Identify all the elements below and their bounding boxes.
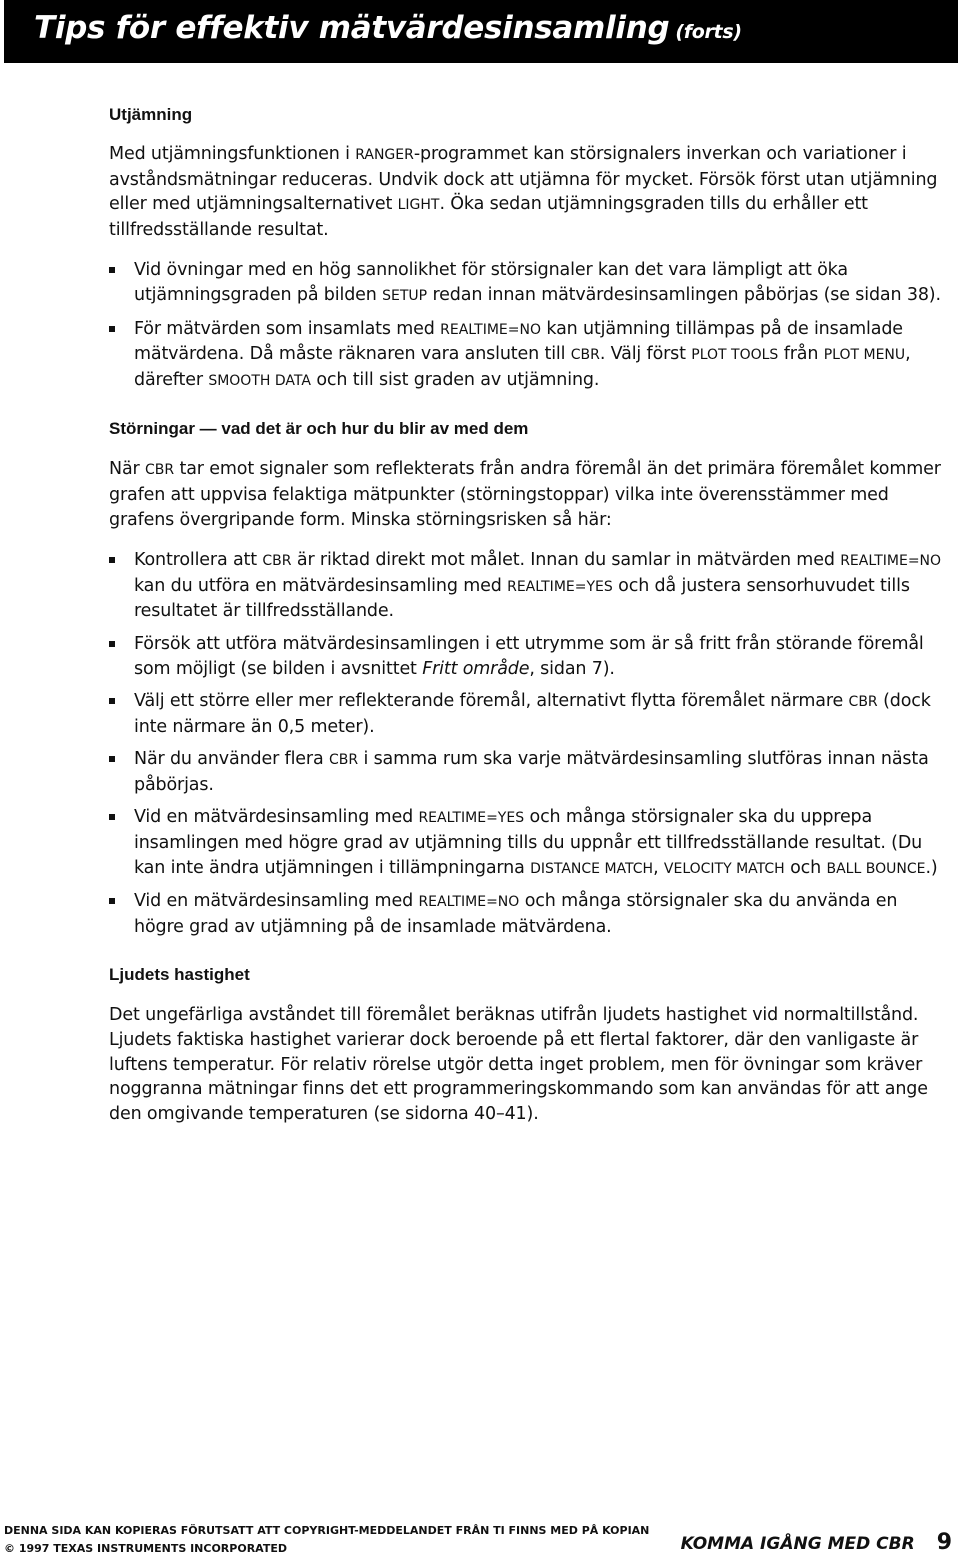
smoothing-paragraph: Med utjämningsfunktionen i RANGER-programmet kan störsignalers inverkan och variationer i avståndsmätningar reduceras. Undvik dock att utjämna för mycket. Försök först utan utjämning eller med utjämningsalternativet LIGHT. Öka sedan utjämningsgraden tills du erhåller ett tillfredsställande resultat.: [109, 144, 938, 240]
page-header: [4, 0, 958, 63]
list-item: Välj ett större eller mer reflekterande föremål, alternativt flytta föremålet närmare CBR (dock inte närmare än 0,5 meter).: [109, 689, 951, 739]
section-heading-sound-speed: Ljudets hastighet: [109, 965, 250, 985]
bullet-marker: [109, 267, 115, 273]
bullet-marker: [109, 698, 115, 704]
book-title: KOMMA IGÅNG MED CBR: [680, 1534, 915, 1554]
list-item: När du använder flera CBR i samma rum ska varje mätvärdesinsamling slutföras innan nästa påbörjas.: [109, 747, 951, 797]
title-suffix: (forts): [675, 21, 742, 43]
page-title: [34, 10, 742, 46]
list-item: Vid en mätvärdesinsamling med REALTIME=NO och många störsignaler ska du använda en högre grad av utjämning på de insamlade mätvärdena.: [109, 889, 951, 939]
list-item: Vid en mätvärdesinsamling med REALTIME=YES och många störsignaler ska du upprepa insamlingen med högre grad av utjämning tills du uppnår ett tillfredsställande resultat. (Du kan inte ändra utjämningen i tillämpningarna DISTANCE MATCH, VELOCITY MATCH och BALL BOUNCE.): [109, 805, 951, 881]
footer-page-info: [681, 1530, 952, 1555]
title-text: Tips för effektiv mätvärdesinsamling: [34, 10, 670, 46]
bullet-marker: [109, 756, 115, 762]
interference-bullet-list: [109, 548, 951, 939]
copyright-line: © 1997 TEXAS INSTRUMENTS INCORPORATED: [4, 1542, 287, 1555]
footer-copyright: [4, 1522, 649, 1558]
sound-speed-paragraph: Det ungefärliga avståndet till föremålet beräknas utifrån ljudets hastighet vid normaltillstånd. Ljudets faktiska hastighet varierar dock beroende på ett flertal faktorer, där den vanligaste är luftens temperatur. För relativ rörelse utgör detta inget problem, men för övningar som kräver noggranna mätningar finns det ett programmeringskommando som kan användas för att ange den omgivande temperaturen (se sidorna 40–41).: [109, 1005, 928, 1124]
interference-paragraph: När CBR tar emot signaler som reflekterats från andra föremål än det primära föremålet kommer grafen att uppvisa felaktiga mätpunkter (störningstoppar) vilka inte överensstämmer med grafens övergripande form. Minska störningsrisken så här:: [109, 459, 941, 530]
copy-notice: DENNA SIDA KAN KOPIERAS FÖRUTSATT ATT COPYRIGHT-MEDDELANDET FRÅN TI FINNS MED PÅ KOPIAN: [4, 1524, 650, 1537]
main-content: [109, 100, 951, 1126]
list-item: Kontrollera att CBR är riktad direkt mot målet. Innan du samlar in mätvärden med REALTIME=NO kan du utföra en mätvärdesinsamling med REALTIME=YES och då justera sensorhuvudet tills resultatet är tillfredsställande.: [109, 548, 951, 624]
bullet-marker: [109, 898, 115, 904]
smoothing-bullet-list: [109, 258, 951, 393]
section-heading-smoothing: Utjämning: [109, 105, 193, 124]
bullet-marker: [109, 326, 115, 332]
section-heading-interference: Störningar — vad det är och hur du blir av med dem: [109, 419, 529, 439]
list-item: Försök att utföra mätvärdesinsamlingen i ett utrymme som är så fritt från störande föremål som möjligt (se bilden i avsnittet Fritt område, sidan 7).: [109, 632, 951, 681]
page-number: 9: [936, 1530, 952, 1555]
list-item: Vid övningar med en hög sannolikhet för störsignaler kan det vara lämpligt att öka utjämningsgraden på bilden SETUP redan innan mätvärdesinsamlingen påbörjas (se sidan 38).: [109, 258, 951, 308]
bullet-marker: [109, 641, 115, 647]
bullet-marker: [109, 557, 115, 563]
bullet-marker: [109, 814, 115, 820]
list-item: För mätvärden som insamlats med REALTIME=NO kan utjämning tillämpas på de insamlade mätvärdena. Då måste räknaren vara ansluten till CBR. Välj först PLOT TOOLS från PLOT MENU, därefter SMOOTH DATA och till sist graden av utjämning.: [109, 317, 951, 394]
